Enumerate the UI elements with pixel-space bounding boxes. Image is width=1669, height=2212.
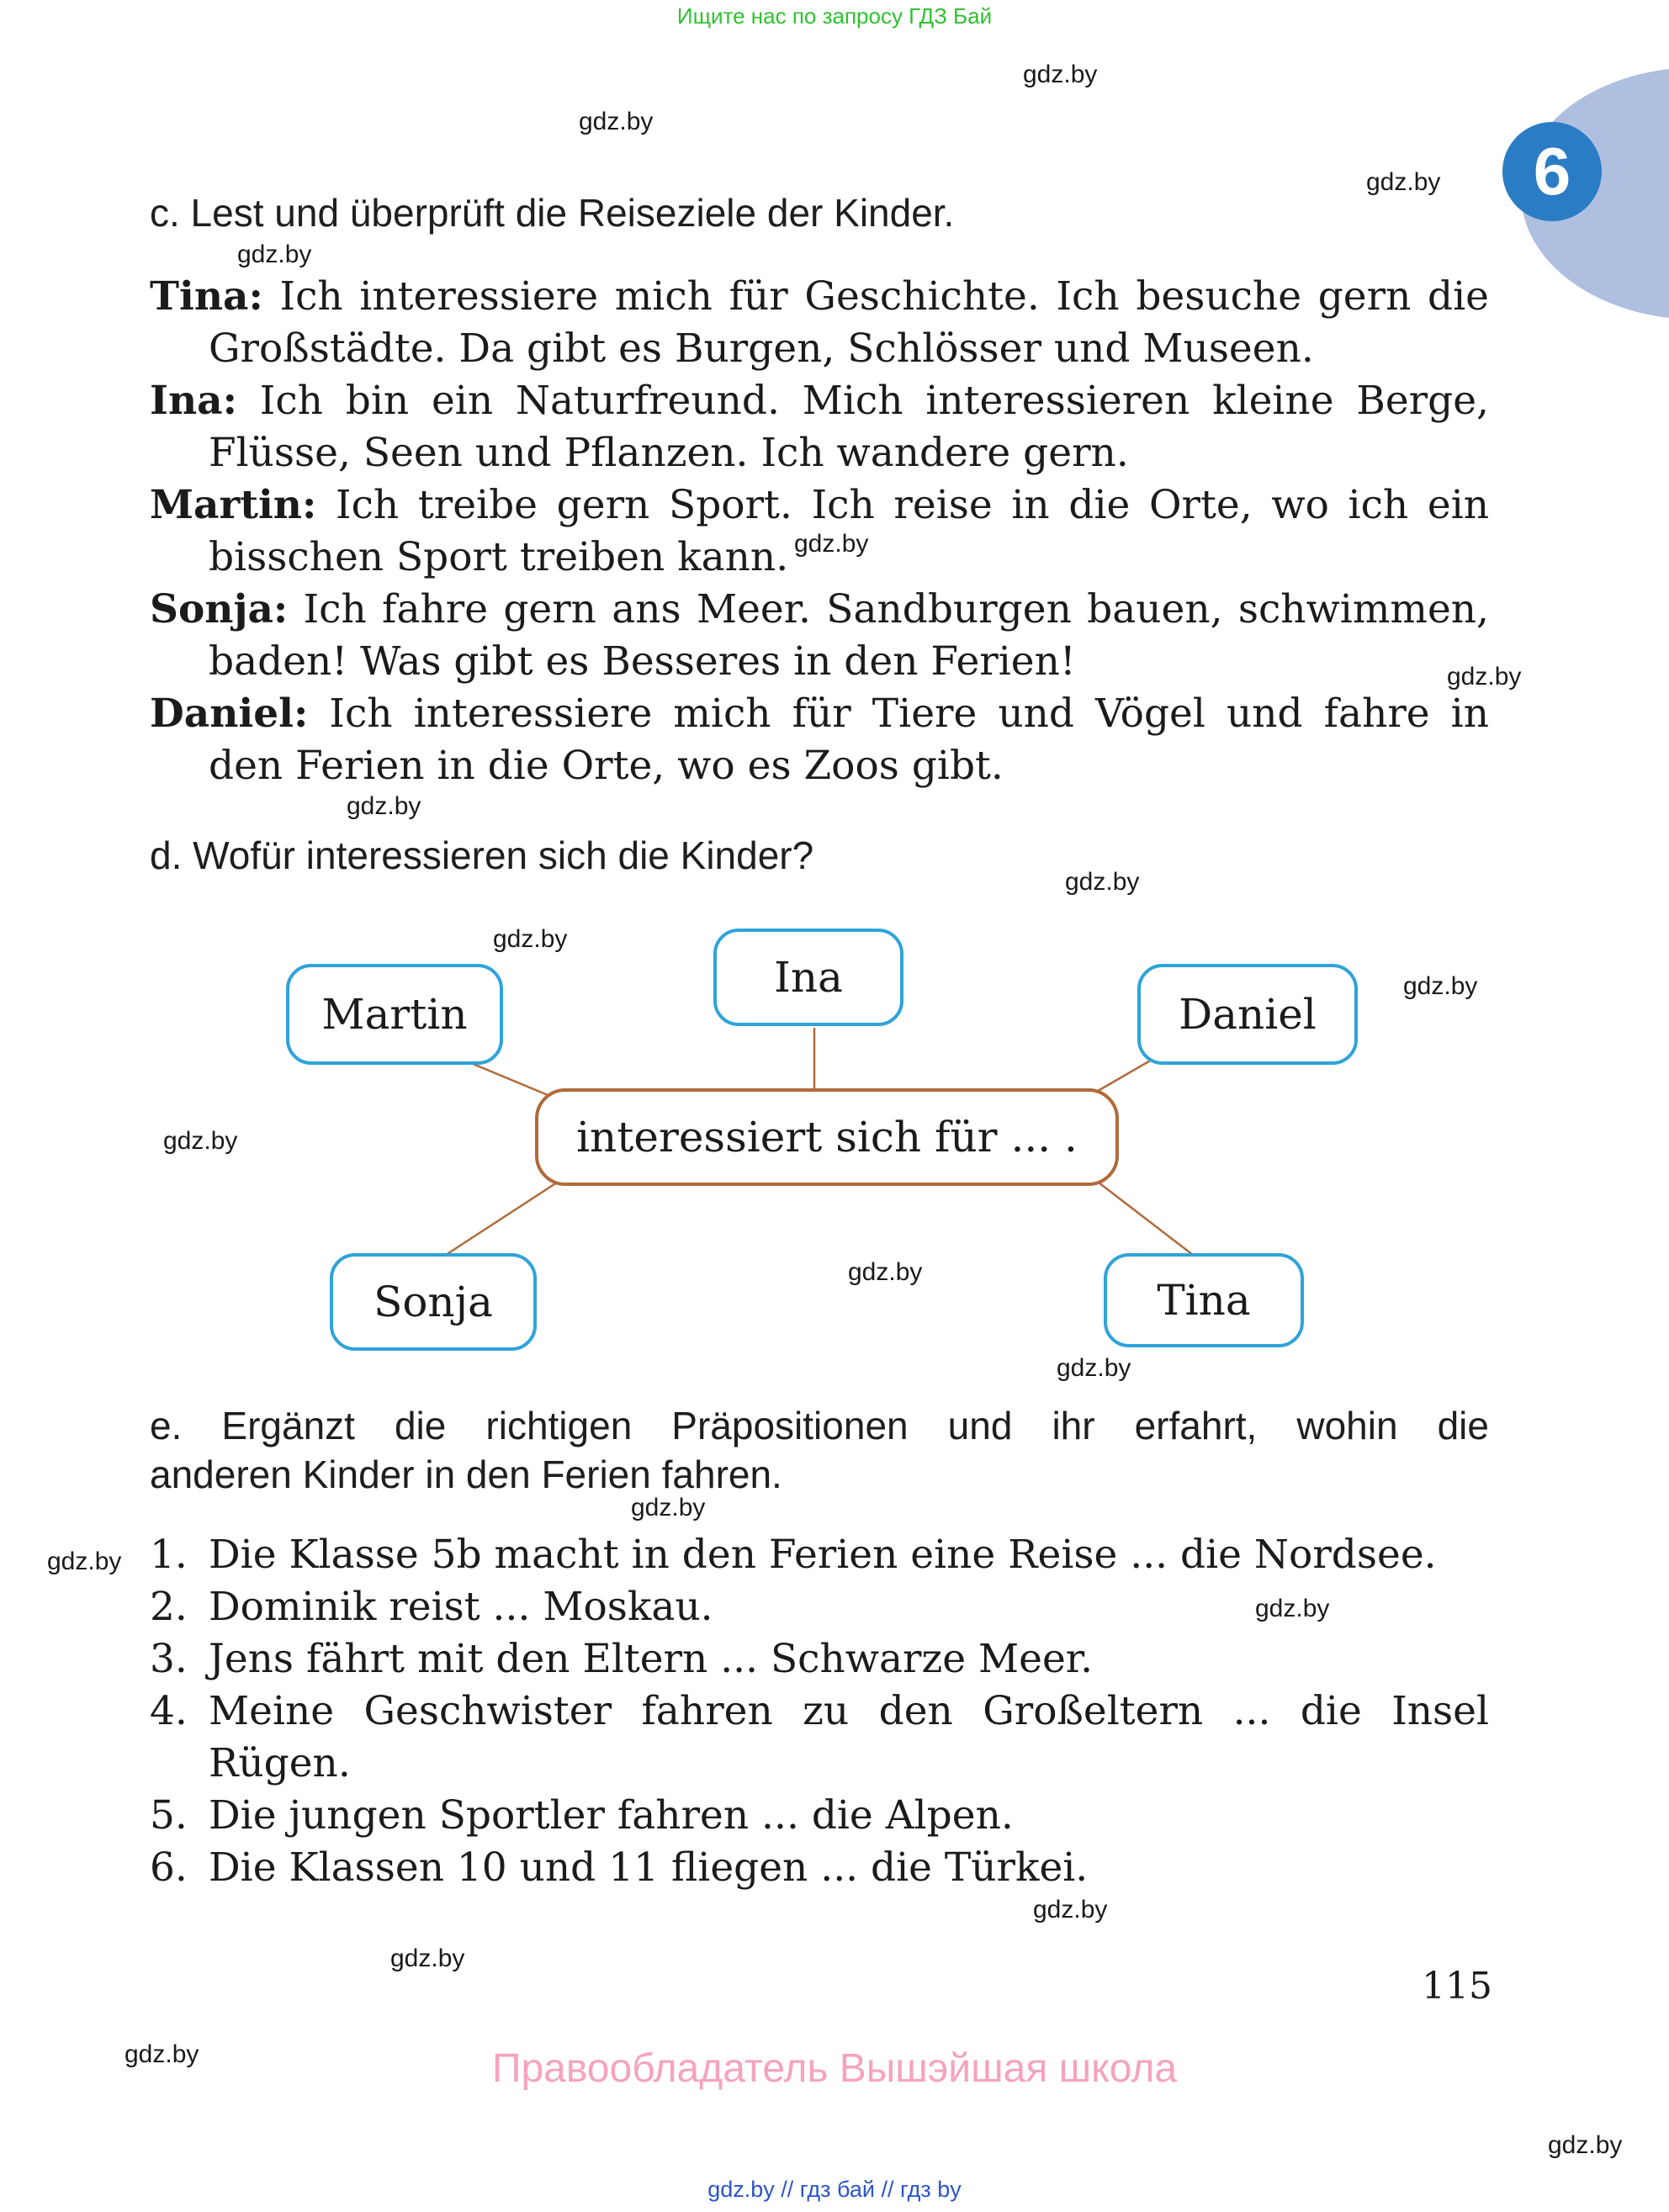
watermark: gdz.by — [579, 108, 654, 135]
exercise-list — [150, 1529, 1489, 1894]
item-number: 5. — [150, 1792, 188, 1839]
name-box-martin: Martin — [286, 964, 503, 1065]
connector-daniel — [1094, 1056, 1158, 1093]
paragraph-line: Großstädte. Da gibt es Burgen, Schlösser und Museen. — [209, 325, 1314, 372]
watermark: gdz.by — [1548, 2131, 1623, 2159]
paragraph-line: Ich interessiere mich für Tiere und Vögel und fahre in — [308, 691, 1489, 737]
item-number: 3. — [150, 1636, 188, 1682]
watermark: gdz.by — [237, 241, 312, 268]
item-number: 2. — [150, 1584, 188, 1630]
chapter-badge: 6 — [1502, 122, 1602, 221]
paragraph-line: Ich interessiere mich für Geschichte. Ich besuche gern die — [262, 273, 1489, 320]
item-text: Die Klassen 10 und 11 fliegen ... die Türkei. — [209, 1844, 1089, 1891]
speaker-name: Tina: — [150, 273, 263, 320]
watermark: gdz.by — [1065, 868, 1140, 896]
list-item — [150, 1633, 1489, 1685]
heading-e-line: anderen Kinder in den Ferien fahren. — [150, 1453, 782, 1496]
paragraph-line: bisschen Sport treiben kann. — [209, 534, 789, 580]
paragraph-line: Ich bin ein Naturfreund. Mich interessieren kleine Berge, — [236, 378, 1489, 424]
list-item — [150, 1529, 1489, 1581]
connector-sonja — [446, 1183, 557, 1255]
item-text: Rügen. — [209, 1740, 351, 1786]
watermark: gdz.by — [47, 1548, 122, 1575]
paragraph-line: baden! Was gibt es Besseres in den Ferien! — [209, 638, 1076, 685]
watermark: gdz.by — [347, 792, 421, 820]
list-item-continuation — [150, 1738, 1489, 1790]
speaker-name: Martin: — [150, 482, 317, 528]
center-phrase-box: interessiert sich für ... . — [535, 1088, 1119, 1186]
watermark: gdz.by — [163, 1127, 238, 1155]
bottom-links[interactable]: gdz.by // гдз бай // гдз by — [707, 2177, 962, 2202]
paragraph-line: Ich fahre gern ans Meer. Sandburgen bauen, schwimmen, — [288, 586, 1489, 632]
item-text: Die jungen Sportler fahren ... die Alpen. — [209, 1792, 1014, 1839]
watermark: gdz.by — [631, 1494, 706, 1521]
list-item — [150, 1842, 1489, 1894]
item-text: Meine Geschwister fahren zu den Großeltern ... die Insel — [209, 1688, 1489, 1734]
watermark: gdz.by — [1366, 168, 1441, 196]
watermark: gdz.by — [493, 925, 568, 953]
watermark: gdz.by — [125, 2040, 199, 2068]
item-number-spacer — [150, 1738, 209, 1790]
paragraph-line: den Ferien in die Orte, wo es Zoos gibt. — [209, 743, 1004, 789]
page-number: 115 — [1422, 1965, 1492, 2008]
watermark: gdz.by — [1023, 61, 1098, 88]
speaker-name: Ina: — [150, 378, 237, 424]
watermark: gdz.by — [1033, 1896, 1108, 1924]
watermark: gdz.by — [1403, 972, 1478, 1000]
heading-c: c. Lest und überprüft die Reiseziele der Kinder. — [150, 191, 955, 235]
list-item — [150, 1581, 1489, 1633]
top-banner: Ищите нас по запросу ГДЗ Бай — [676, 3, 993, 29]
name-box-sonja: Sonja — [330, 1253, 537, 1351]
speaker-name: Sonja: — [150, 586, 289, 632]
speaker-name: Daniel: — [150, 691, 309, 737]
paragraph-line: Flüsse, Seen und Pflanzen. Ich wandere gern. — [209, 430, 1129, 476]
item-text: Dominik reist ... Moskau. — [209, 1584, 713, 1630]
watermark: gdz.by — [1057, 1354, 1131, 1382]
connector-tina — [1099, 1183, 1193, 1255]
name-box-tina: Tina — [1104, 1253, 1304, 1347]
watermark: gdz.by — [794, 530, 869, 558]
list-item — [150, 1685, 1489, 1738]
heading-e — [150, 1401, 1489, 1499]
item-number: 6. — [150, 1844, 188, 1891]
watermark: gdz.by — [1255, 1595, 1330, 1622]
watermark: gdz.by — [1447, 663, 1522, 691]
name-box-daniel: Daniel — [1137, 964, 1358, 1065]
watermark: gdz.by — [390, 1945, 465, 1972]
paragraph-line: Ich treibe gern Sport. Ich reise in die Orte, wo ich ein — [316, 482, 1489, 528]
watermark: gdz.by — [848, 1258, 923, 1286]
item-text: Jens fährt mit den Eltern ... Schwarze Meer. — [209, 1636, 1094, 1682]
item-text: Die Klasse 5b macht in den Ferien eine Reise ... die Nordsee. — [209, 1532, 1437, 1578]
name-box-ina: Ina — [713, 929, 903, 1026]
item-number: 1. — [150, 1532, 188, 1578]
heading-e-line: e. Ergänzt die richtigen Präpositionen und ihr erfahrt, wohin die — [150, 1404, 1489, 1447]
item-number: 4. — [150, 1688, 188, 1734]
copyright-owner: Правообладатель Вышэйшая школа — [491, 2046, 1178, 2091]
heading-d: d. Wofür interessieren sich die Kinder? — [150, 833, 814, 877]
list-item — [150, 1790, 1489, 1842]
